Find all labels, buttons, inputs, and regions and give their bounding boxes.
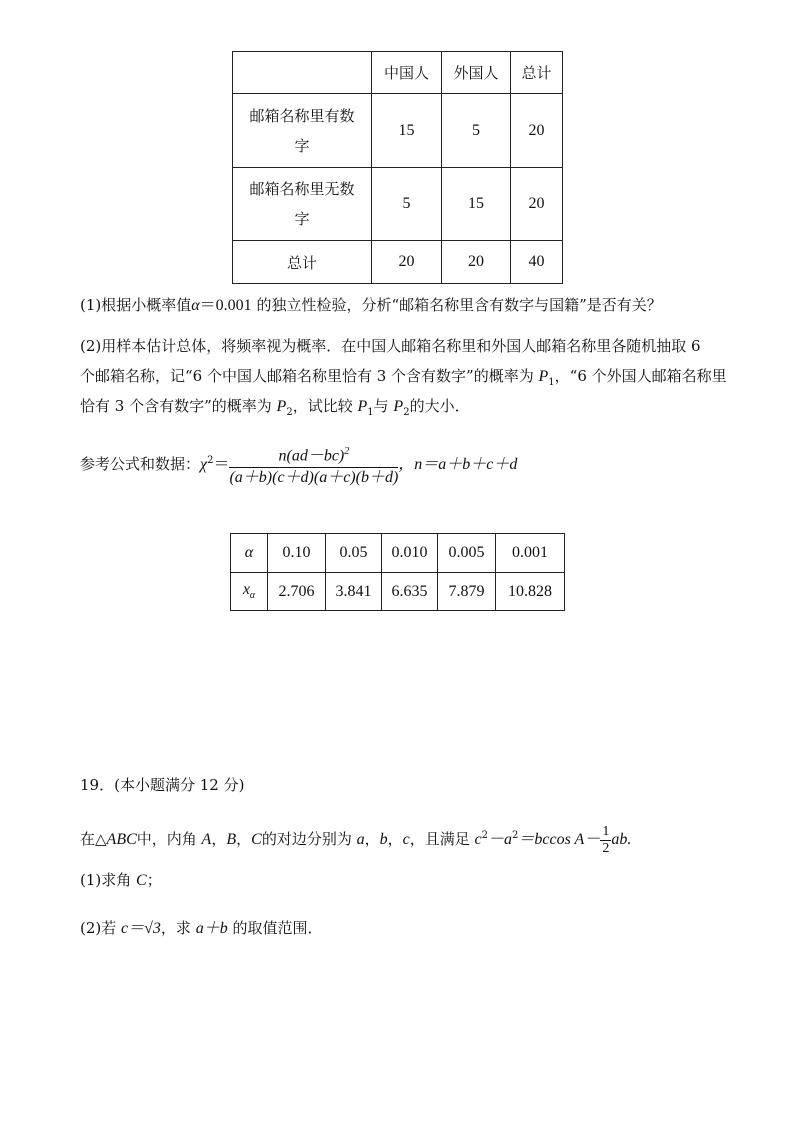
reference-formula: 参考公式和数据：$\chi^2=$ $\frac{n(ad-bc)^2}{(a+b)(c+d)(a+c)(b+d)}$ ，n＝a＋b＋c＋d [80, 440, 517, 488]
table-row: $x_\alpha$ 2.706 3.841 6.635 7.879 10.828 [231, 573, 565, 611]
question-part-2-line-2: 个邮箱名称，记“6 个中国人邮箱名称里恰有 3 个含有数字”的概率为 $P_1$，“6 个外国人邮箱名称里 [80, 367, 727, 388]
question-part-1: (1)根据小概率值α＝0.001 的独立性检验，分析“邮箱名称里含有数字与国籍”是否有关？ [80, 296, 662, 314]
table-row: 邮箱名称里有数字 15 5 20 [233, 94, 563, 168]
table-row: α 0.10 0.05 0.010 0.005 0.001 [231, 534, 565, 573]
table-row: 邮箱名称里无数字 5 15 20 [233, 168, 563, 241]
header-total: 总计 [511, 52, 563, 94]
question-19-title: 19．(本小题满分 12 分) [80, 776, 245, 794]
table-row: 总计 20 20 40 [233, 241, 563, 284]
contingency-table [232, 51, 563, 284]
header-chinese: 中国人 [372, 52, 442, 94]
header-empty [233, 52, 372, 94]
formula-fraction: $\frac{n(ad-bc)^2}{(a+b)(c+d)(a+c)(b+d)}$ [229, 442, 398, 487]
question-part-2-line-3: 恰有 3 个含有数字”的概率为 $P_2$，试比较 $P_1$与 $P_2$的大小． [80, 397, 470, 418]
question-19-part-2: (2)若 c＝√3，求 a＋b 的取值范围． [80, 919, 323, 937]
question-part-2-line-1: (2)用样本估计总体，将频率视为概率．在中国人邮箱名称里和外国人邮箱名称里各随机抽取 6 [80, 337, 701, 355]
question-19-part-1: (1)求角 C； [80, 871, 162, 889]
critical-value-table [230, 533, 565, 611]
question-19-stem: 在△ABC中，内角 A，B，C的对边分别为 a，b，c，且满足 $c^2-a^2=bccos$ A－ $\frac{1}{2}$ ab. [80, 823, 632, 856]
header-foreign: 外国人 [442, 52, 511, 94]
